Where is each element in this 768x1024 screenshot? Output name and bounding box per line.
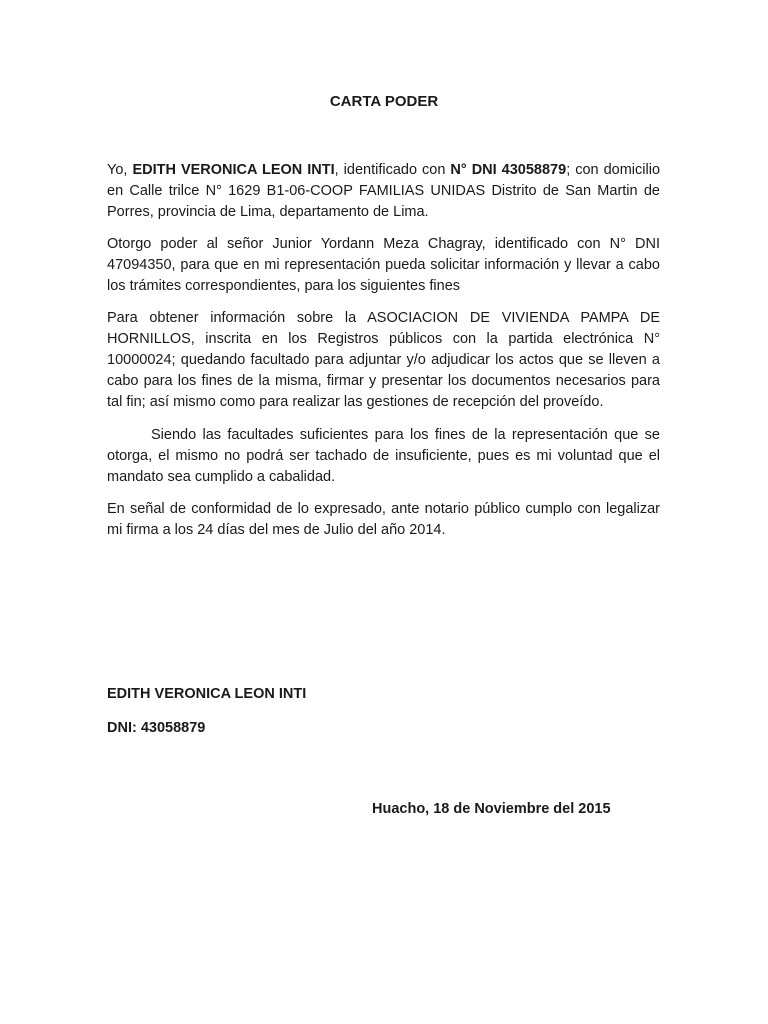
paragraph-faculties [107,425,660,488]
paragraph-purpose-text: Para obtener información sobre la ASOCIACION DE VIVIENDA PAMPA DE HORNILLOS, inscrita en los Registros públicos con la partida electrónica N° 10000024; quedando facultado para adjuntar y/o adjudicar los actos que se lleven a cabo para los fines de la misma, firmar y presentar los documentos necesarios para tal fin; así mismo como para realizar las gestiones de recepción del proveído. [107,310,660,410]
place-date: Huacho, 18 de Noviembre del 2015 [372,801,611,817]
signature-name: EDITH VERONICA LEON INTI [107,686,307,702]
document-title: CARTA PODER [329,93,439,110]
signature-dni: DNI: 43058879 [107,720,206,736]
paragraph-grantor [107,160,660,223]
grantor-dni: N° DNI 43058879 [450,162,567,178]
paragraph-grant-text: Otorgo poder al señor Junior Yordann Meza Chagray, identificado con N° DNI 47094350, para que en mi representación pueda solicitar información y llevar a cabo los trámites correspondientes, para los siguientes fines [107,236,660,294]
grantor-name: EDITH VERONICA LEON INTI [132,162,335,178]
grantor-address-text: ; con domicilio en Calle trilce N° 1629 B1-06-COOP FAMILIAS UNIDAS Distrito de San Martin de Porres, provincia de Lima, departamento de Lima. [107,162,661,220]
paragraph-grant [107,234,660,297]
paragraph-grantor-text [107,160,660,223]
grantor-id-text: , identificado con [334,162,451,178]
paragraph-conformity-text: En señal de conformidad de lo expresado, ante notario público cumplo con legalizar mi firma a los 24 días del mes de Julio del año 2014. [107,501,660,538]
paragraph-faculties-text: Siendo las facultades suficientes para los fines de la representación que se otorga, el mismo no podrá ser tachado de insuficiente, pues es mi voluntad que el mandato sea cumplido a cabalidad. [107,427,660,485]
grantor-intro-text: Yo, [107,162,133,178]
paragraph-conformity [107,499,660,541]
paragraph-purpose [107,308,660,413]
